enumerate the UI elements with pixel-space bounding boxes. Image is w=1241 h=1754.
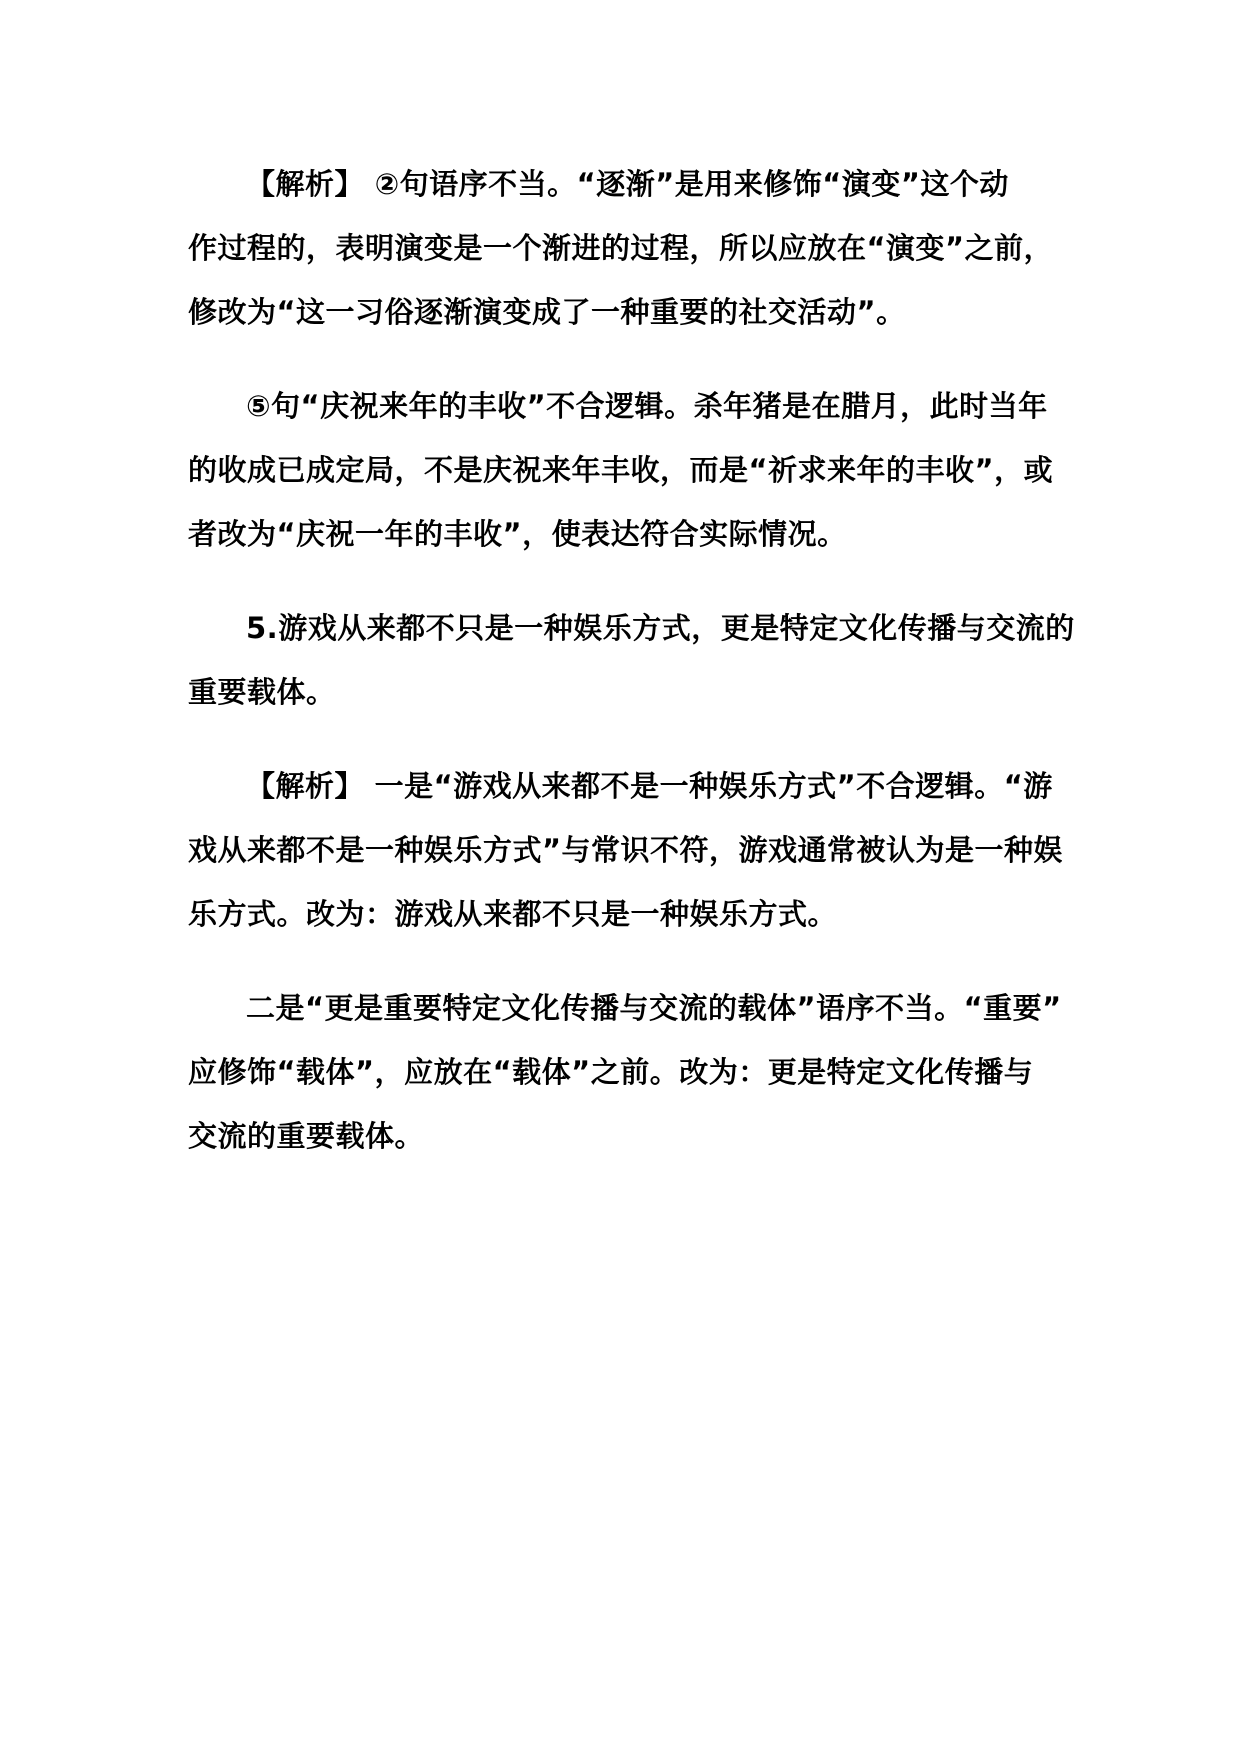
text-line: 者改为“庆祝一年的丰收”，使表达符合实际情况。 <box>188 517 847 551</box>
text-line: 的收成已成定局，不是庆祝来年丰收，而是“祈求来年的丰收”，或 <box>188 453 1054 487</box>
paragraph-analysis-question-5-part-2 <box>188 976 1068 1168</box>
text-line: ⑤句“庆祝来年的丰收”不合逻辑。杀年猪是在腊月，此时当年 <box>246 389 1048 423</box>
text-line: 应修饰“载体”，应放在“载体”之前。改为：更是特定文化传播与 <box>188 1055 1034 1089</box>
text-line: 乐方式。改为：游戏从来都不只是一种娱乐方式。 <box>188 897 838 931</box>
paragraph-question-5 <box>188 596 1075 724</box>
text-line: 5.游戏从来都不只是一种娱乐方式，更是特定文化传播与交流的 <box>246 611 1075 645</box>
paragraph-analysis-question-5-part-1 <box>188 754 1068 946</box>
text-line: 【解析】 一是“游戏从来都不是一种娱乐方式”不合逻辑。“游 <box>246 769 1053 803</box>
text-line: 修改为“这一习俗逐渐演变成了一种重要的社交活动”。 <box>188 295 906 329</box>
paragraph-analysis-sentence-5 <box>188 374 1068 566</box>
text-line: 【解析】 ②句语序不当。“逐渐”是用来修饰“演变”这个动 <box>246 167 1009 201</box>
text-line: 二是“更是重要特定文化传播与交流的载体”语序不当。“重要” <box>246 991 1062 1025</box>
paragraph-analysis-sentence-2 <box>188 152 1068 344</box>
text-line: 作过程的，表明演变是一个渐进的过程，所以应放在“演变”之前， <box>188 231 1054 265</box>
text-line: 交流的重要载体。 <box>188 1119 425 1153</box>
text-line: 戏从来都不是一种娱乐方式”与常识不符，游戏通常被认为是一种娱 <box>188 833 1064 867</box>
text-line: 重要载体。 <box>188 675 336 709</box>
document-body <box>188 152 1075 1198</box>
